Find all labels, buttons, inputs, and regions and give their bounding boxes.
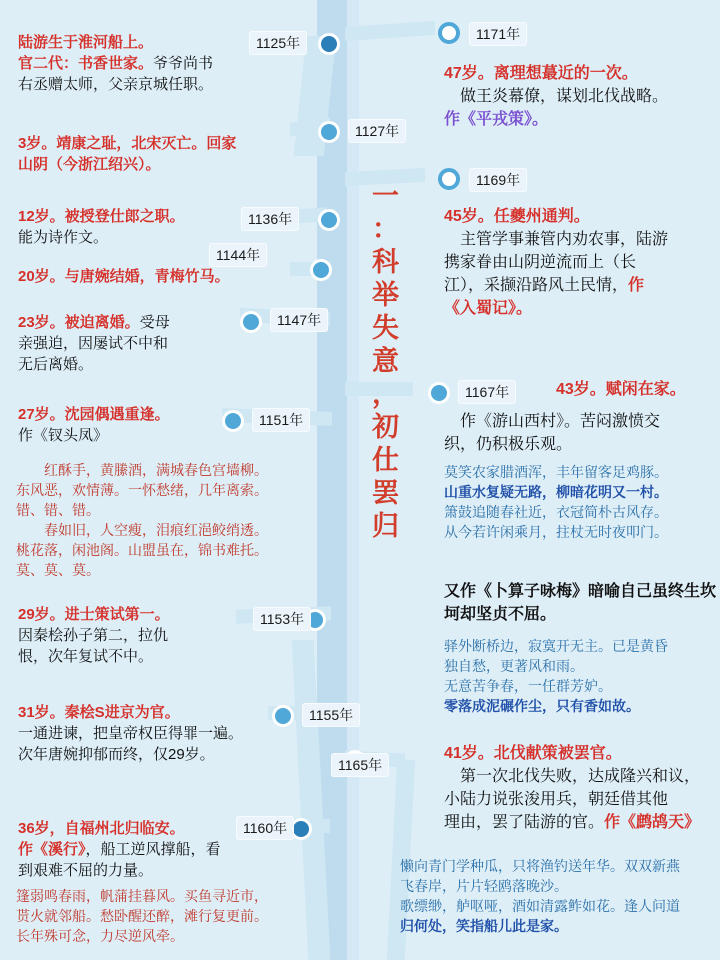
year-label-1160: 1160年 bbox=[236, 816, 294, 840]
poem-line: 驿外断桥边，寂寞开无主。已是黄昏 bbox=[444, 638, 668, 654]
entry-1125-plain: 爷爷尚书 bbox=[153, 55, 214, 72]
entry-1144-line-0: 20岁。与唐婉结婚，青梅竹马。 bbox=[18, 268, 230, 285]
entry-1169-bold: 作 bbox=[628, 277, 645, 294]
page-title bbox=[360, 180, 412, 543]
poem-line: 无意苦争春，一任群芳妒。 bbox=[444, 678, 612, 694]
year-label-1136: 1136年 bbox=[241, 207, 299, 231]
entry-1147-line-0 bbox=[18, 312, 258, 333]
poem-line: 箫鼓追随春社近，衣冠简朴古风存。 bbox=[444, 504, 668, 520]
year-label-1127: 1127年 bbox=[348, 119, 406, 143]
poem-line-highlight: 山重水复疑无路，柳暗花明又一村。 bbox=[444, 484, 668, 500]
entry-1169-line-3 bbox=[444, 274, 714, 297]
poem-chaitoufeng bbox=[16, 460, 316, 580]
entry-1169-plain: 江），采撷沿路风土民情， bbox=[444, 277, 629, 294]
poem-line: 春如旧，人空瘦，泪痕红浥鲛绡透。 bbox=[44, 522, 268, 538]
year-label-1169: 1169年 bbox=[469, 168, 527, 192]
title-char: ， bbox=[372, 379, 400, 409]
entry-1169-line-2: 携家眷由山阴逆流而上（长 bbox=[444, 254, 637, 271]
entry-1147 bbox=[18, 312, 258, 375]
entry-1160-bold: 作《溪行》 bbox=[18, 841, 86, 858]
poem-line: 懒向青门学种瓜，只将渔钓送年华。双双新燕 bbox=[400, 858, 680, 874]
year-label-1125: 1125年 bbox=[249, 31, 307, 55]
year-label-1147: 1147年 bbox=[270, 308, 328, 332]
entry-1125-line-1 bbox=[18, 53, 248, 74]
entry-1165-line-2: 小陆力说张浚用兵，朝廷借其他 bbox=[444, 791, 669, 808]
entry-1127 bbox=[18, 133, 308, 175]
entry-1160-plain: ，船工逆风撑船，看 bbox=[85, 841, 221, 858]
entry-1165-line-1: 第一次北伐失败，达成隆兴和议， bbox=[460, 768, 701, 785]
entry-1155-line-1: 一通进谏，把皇帝权臣得罪一遍。 bbox=[18, 725, 244, 742]
entry-1160-line-0: 36岁，自福州北归临安。 bbox=[18, 820, 185, 837]
entry-1167-subtitle bbox=[444, 580, 720, 626]
poem-line: 从今若许闲乘月，拄杖无时夜叩门。 bbox=[444, 524, 668, 540]
title-char: 举 bbox=[372, 280, 400, 310]
entry-1167 bbox=[444, 410, 720, 456]
poem-line-highlight: 归何处，笑指船儿此是家。 bbox=[400, 918, 568, 934]
entry-1144 bbox=[18, 266, 318, 287]
entry-1167-sub: 又作《卜算子咏梅》暗喻自己虽终生坎坷却坚贞不屈。 bbox=[444, 583, 717, 623]
year-label-1171: 1171年 bbox=[469, 22, 527, 46]
entry-1160-line-1 bbox=[18, 839, 268, 860]
poem-xixing bbox=[16, 886, 316, 946]
poem-youshanxicun bbox=[444, 462, 720, 542]
title-char: 初 bbox=[372, 412, 400, 442]
entry-1169-line-1: 主管学事兼管内劝农事，陆游 bbox=[460, 231, 669, 248]
entry-1147-plain: 受母 bbox=[139, 314, 170, 331]
timeline-node-1169[interactable] bbox=[438, 168, 460, 190]
entry-1167-line-1: 织，仍积极乐观。 bbox=[444, 436, 573, 453]
title-char: 归 bbox=[372, 511, 400, 541]
entry-1125 bbox=[18, 32, 248, 95]
title-char: 意 bbox=[372, 346, 400, 376]
title-char: 仕 bbox=[372, 445, 400, 475]
entry-1147-line-2: 亲强迫，因屡试不中和 bbox=[18, 335, 169, 352]
entry-1155 bbox=[18, 702, 318, 765]
entry-1136-line-1: 能为诗作文。 bbox=[18, 229, 109, 246]
poem-line: 东风恶，欢情薄。一怀愁绪，几年离索。 bbox=[16, 482, 268, 498]
entry-1165-line-0: 41岁。北伐献策被罢官。 bbox=[444, 745, 622, 762]
poem-line: 桃花落，闲池阁。山盟虽在，锦书难托。 bbox=[16, 542, 268, 558]
entry-1151 bbox=[18, 404, 318, 446]
poem-line: 歌缥缈，舻呕哑，酒如清露鲊如花。逢人问道 bbox=[400, 898, 680, 914]
year-label-1144: 1144年 bbox=[209, 243, 267, 267]
title-char: 一 bbox=[372, 181, 400, 211]
poem-line: 篷弱鸣春雨，帆蒲挂暮风。买鱼寻近市， bbox=[16, 888, 268, 904]
entry-1127-line-0: 3岁。靖康之耻，北宋灭亡。回家 bbox=[18, 135, 237, 152]
entry-1171-line-1: 做王炎幕僚，谋划北伐战略。 bbox=[460, 88, 669, 105]
entry-1167-title bbox=[556, 378, 720, 401]
poem-line: 长年殊可念，力尽逆风牵。 bbox=[16, 928, 184, 944]
title-char: 失 bbox=[372, 313, 400, 343]
entry-1153 bbox=[18, 604, 258, 667]
timeline-node-1171[interactable] bbox=[438, 22, 460, 44]
entry-1153-line-2: 恨，次年复试不中。 bbox=[18, 648, 154, 665]
entry-1125-bold: 官二代：书香世家。 bbox=[18, 55, 154, 72]
entry-1147-line-3: 无后离婚。 bbox=[18, 356, 94, 373]
poem-line: 独自愁，更著风和雨。 bbox=[444, 658, 584, 674]
entry-1160-line-3: 到艰难不屈的力量。 bbox=[18, 862, 154, 879]
entry-1153-line-1: 因秦桧孙子第二，拉仇 bbox=[18, 627, 169, 644]
entry-1155-line-2: 次年唐婉抑郁而终，仅29岁。 bbox=[18, 746, 215, 763]
year-label-1165: 1165年 bbox=[331, 753, 389, 777]
timeline-node-1127[interactable] bbox=[318, 121, 340, 143]
entry-1165 bbox=[444, 742, 720, 834]
poem-zhegutian bbox=[400, 856, 720, 936]
entry-1153-line-0: 29岁。进士策试第一。 bbox=[18, 606, 170, 623]
title-char: 科 bbox=[372, 247, 400, 277]
poem-busuanzi bbox=[444, 636, 720, 716]
title-char: ： bbox=[372, 214, 400, 244]
poem-line: 错、错、错。 bbox=[16, 502, 100, 518]
poem-line-highlight: 零落成泥碾作尘，只有香如故。 bbox=[444, 698, 640, 714]
poem-line: 贳火就邻船。愁卧醒还醉，滩行复更前。 bbox=[16, 908, 268, 924]
timeline-node-1136[interactable] bbox=[318, 209, 340, 231]
entry-1160 bbox=[18, 818, 268, 881]
poem-line: 红酥手，黄縢酒，满城春色宫墙柳。 bbox=[44, 462, 268, 478]
entry-1127-line-1: 山阴（今浙江绍兴）。 bbox=[18, 156, 161, 173]
entry-1167-heading: 43岁。赋闲在家。 bbox=[556, 381, 686, 398]
entry-1155-line-0: 31岁。秦桧S进京为官。 bbox=[18, 704, 180, 721]
entry-1147-bold: 23岁。被迫离婚。 bbox=[18, 314, 140, 331]
entry-1169-line-5: 《入蜀记》。 bbox=[444, 300, 533, 317]
poem-line: 莫笑农家腊酒浑，丰年留客足鸡豚。 bbox=[444, 464, 668, 480]
entry-1125-line-3: 右丞赠太师，父亲京城任职。 bbox=[18, 76, 214, 93]
entry-1165-line-3 bbox=[444, 811, 720, 834]
year-label-1153: 1153年 bbox=[253, 607, 311, 631]
entry-1167-line-0: 作《游山西村》。苦闷激愤交 bbox=[460, 413, 661, 430]
entry-1151-line-1: 作《钗头凤》 bbox=[18, 427, 109, 444]
entry-1136 bbox=[18, 206, 248, 248]
entry-1125-line-0: 陆游生于淮河船上。 bbox=[18, 34, 154, 51]
entry-1165-plain: 理由，罢了陆游的官。 bbox=[444, 814, 605, 831]
entry-1151-line-0: 27岁。沈园偶遇重逢。 bbox=[18, 406, 170, 423]
entry-1136-line-0: 12岁。被授登仕郎之职。 bbox=[18, 208, 185, 225]
poem-line: 莫、莫、莫。 bbox=[16, 562, 100, 578]
timeline-node-1167[interactable] bbox=[428, 382, 450, 404]
year-label-1167: 1167年 bbox=[458, 380, 516, 404]
year-label-1151: 1151年 bbox=[252, 408, 310, 432]
timeline-spine-secondary bbox=[347, 0, 359, 960]
entry-1165-bold: 作《鹧鸪天》 bbox=[604, 814, 701, 831]
poem-line: 飞春岸，片片轻鸥落晚沙。 bbox=[400, 878, 568, 894]
entry-1171-line-0: 47岁。离理想蕞近的一次。 bbox=[444, 65, 638, 82]
year-label-1155: 1155年 bbox=[302, 703, 360, 727]
title-char: 罢 bbox=[372, 478, 400, 508]
entry-1171-line-2: 作《平戎策》。 bbox=[444, 111, 549, 128]
entry-1171 bbox=[444, 62, 714, 131]
timeline-node-1125[interactable] bbox=[318, 33, 340, 55]
entry-1169-line-0: 45岁。任夔州通判。 bbox=[444, 208, 590, 225]
entry-1169 bbox=[444, 205, 714, 320]
